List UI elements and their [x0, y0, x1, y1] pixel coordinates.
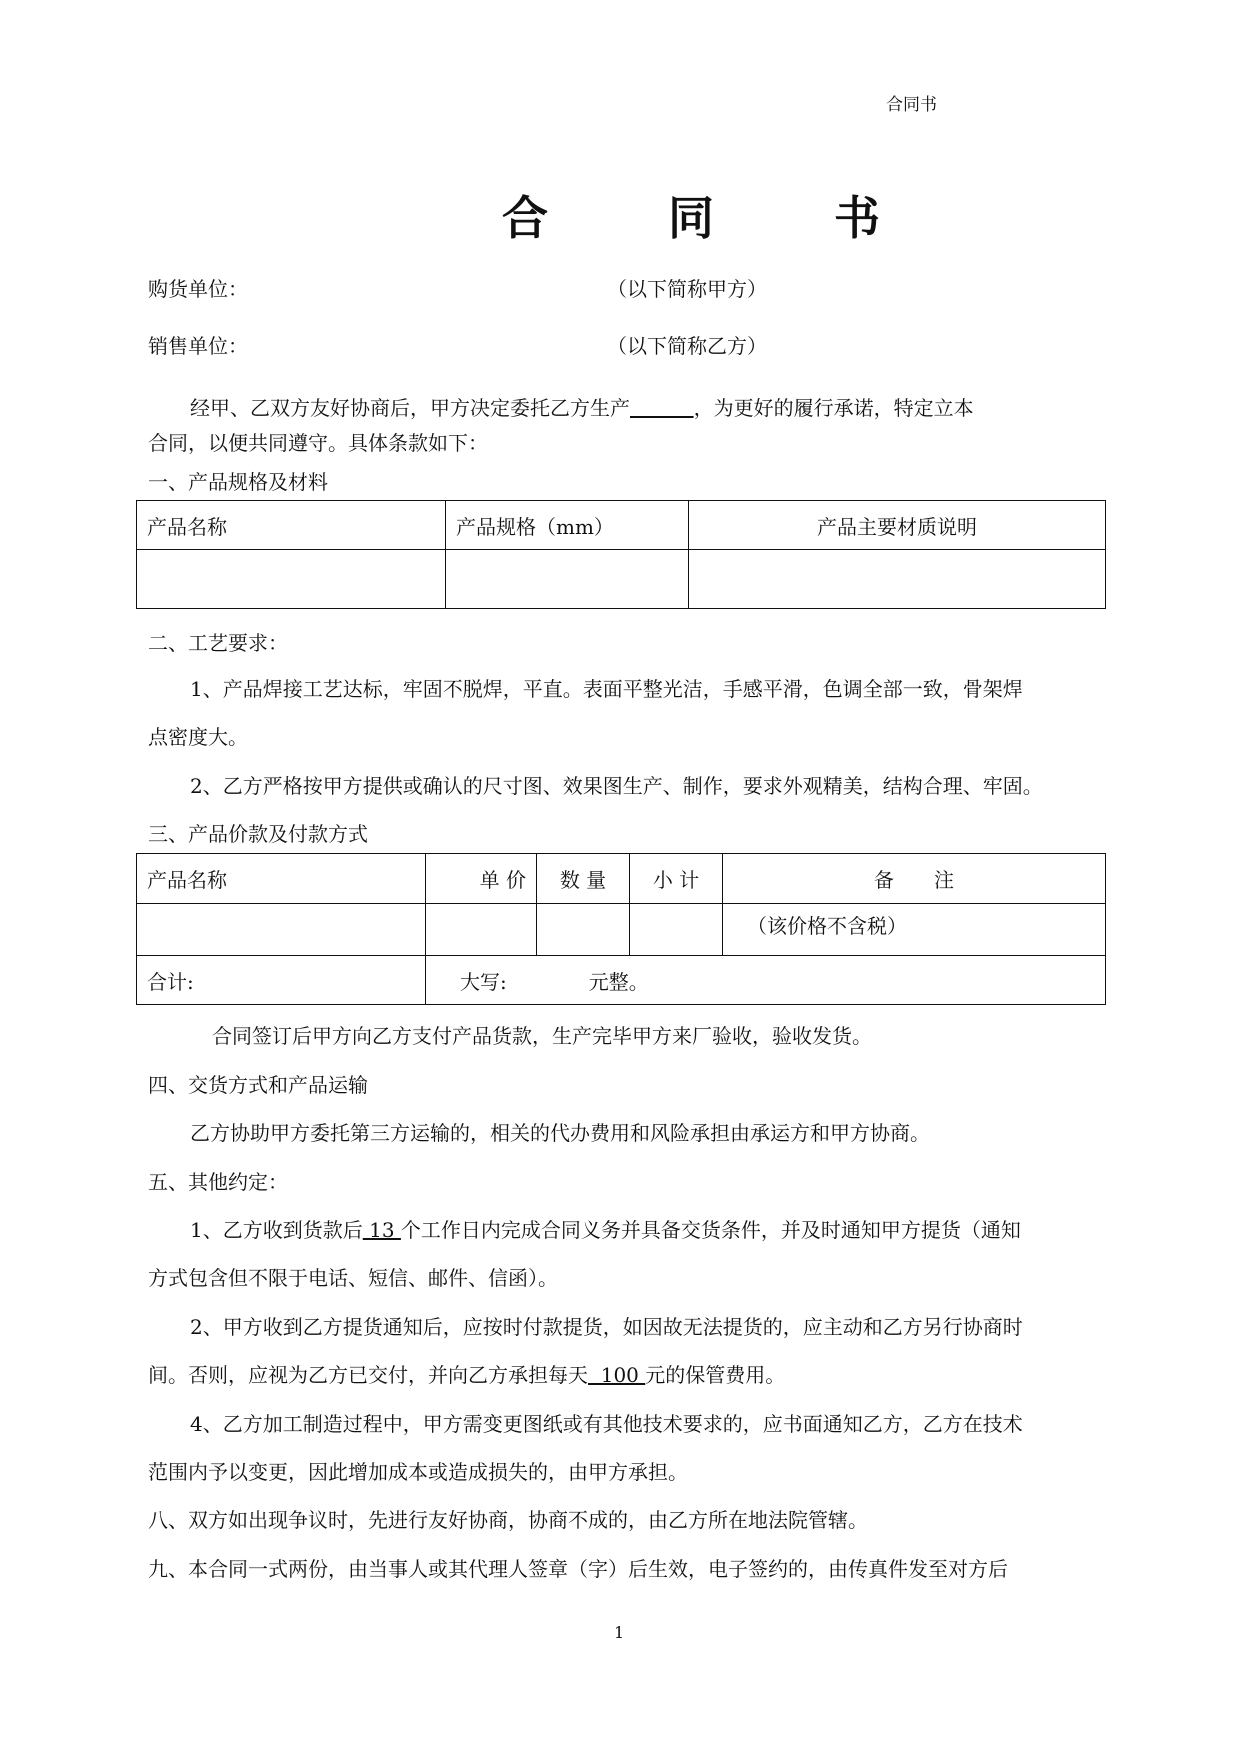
spec-cell-name [137, 550, 446, 609]
section5-heading: 五、其他约定： [148, 1170, 288, 1194]
craft-p1-line1: 1、产品焊接工艺达标，牢固不脱焊，平直。表面平整光洁，手感平滑，色调全部一致，骨架焊 [190, 677, 1023, 701]
total-amount-cell [426, 956, 1106, 1005]
price-cell-unit [426, 904, 537, 956]
product-blank [630, 396, 694, 420]
price-col-remark: 备 注 [723, 854, 1106, 904]
seller-note: （以下简称乙方） [607, 334, 767, 358]
section2-heading: 二、工艺要求： [148, 631, 288, 655]
price-table [136, 853, 1106, 1005]
dispute-clause: 八、双方如出现争议时，先进行友好协商，协商不成的，由乙方所在地法院管辖。 [148, 1508, 868, 1532]
page-header-label: 合同书 [886, 95, 937, 115]
buyer-label: 购货单位： [148, 277, 248, 301]
other-p2-line1: 2、甲方收到乙方提货通知后，应按时付款提货，如因故无法提货的，应主动和乙方另行协商时 [190, 1315, 1023, 1339]
copies-clause: 九、本合同一式两份，由当事人或其代理人签章（字）后生效，电子签约的，由传真件发至对方后 [148, 1557, 1008, 1581]
intro-line1 [190, 392, 974, 421]
intro-text-a: 经甲、乙双方友好协商后，甲方决定委托乙方生产 [190, 396, 630, 420]
spec-cell-spec [446, 550, 689, 609]
intro-line2: 合同，以便共同遵守。具体条款如下： [148, 431, 488, 455]
other-p4-line1: 4、乙方加工制造过程中，甲方需变更图纸或有其他技术要求的，应书面通知乙方，乙方在技术 [190, 1412, 1023, 1436]
spec-col-spec: 产品规格（mm） [446, 501, 689, 550]
section1-heading: 一、产品规格及材料 [148, 470, 328, 494]
section4-heading: 四、交货方式和产品运输 [148, 1073, 368, 1097]
spec-col-name: 产品名称 [137, 501, 446, 550]
spec-table [136, 500, 1106, 609]
section3-heading: 三、产品价款及付款方式 [148, 822, 368, 846]
buyer-note: （以下简称甲方） [607, 277, 767, 301]
price-col-unit: 单 价 [426, 854, 537, 904]
other-p1-b: 个工作日内完成合同义务并具备交货条件，并及时通知甲方提货（通知 [400, 1218, 1021, 1242]
price-cell-remark: （该价格不含税） [723, 904, 1106, 956]
storage-fee-value: 100 [588, 1363, 646, 1387]
other-p1-a: 1、乙方收到货款后 [190, 1218, 363, 1242]
work-days-value: 13 [362, 1218, 401, 1242]
craft-p1-line2: 点密度大。 [148, 725, 248, 749]
daxie-label: 大写: [460, 969, 507, 994]
spec-cell-material [689, 550, 1106, 609]
price-col-subtotal: 小 计 [630, 854, 723, 904]
other-p1-line2: 方式包含但不限于电话、短信、邮件、信函）。 [148, 1266, 558, 1290]
price-cell-name [137, 904, 426, 956]
page-number: 1 [614, 1623, 625, 1642]
price-cell-qty [537, 904, 630, 956]
other-p2-line2 [148, 1359, 785, 1388]
craft-p2: 2、乙方严格按甲方提供或确认的尺寸图、效果图生产、制作，要求外观精美，结构合理、牢固。 [190, 774, 1043, 798]
payment-text: 合同签订后甲方向乙方支付产品货款，生产完毕甲方来厂验收，验收发货。 [212, 1024, 872, 1048]
transport-text: 乙方协助甲方委托第三方运输的，相关的代办费用和风险承担由承运方和甲方协商。 [190, 1121, 930, 1145]
other-p1-line1 [190, 1214, 1021, 1243]
price-col-qty: 数 量 [537, 854, 630, 904]
price-col-name: 产品名称 [137, 854, 426, 904]
spec-col-material: 产品主要材质说明 [689, 501, 1106, 550]
seller-label: 销售单位： [148, 334, 248, 358]
yuan-label: 元整。 [588, 969, 649, 994]
other-p2-a: 间。否则，应视为乙方已交付，并向乙方承担每天 [148, 1363, 588, 1387]
price-cell-subtotal [630, 904, 723, 956]
intro-text-b: ，为更好的履行承诺，特定立本 [693, 396, 974, 420]
document-title: 合 同 书 [502, 191, 933, 245]
other-p4-line2: 范围内予以变更，因此增加成本或造成损失的，由甲方承担。 [148, 1460, 688, 1484]
other-p2-b: 元的保管费用。 [645, 1363, 786, 1387]
total-label: 合计: [137, 956, 426, 1005]
